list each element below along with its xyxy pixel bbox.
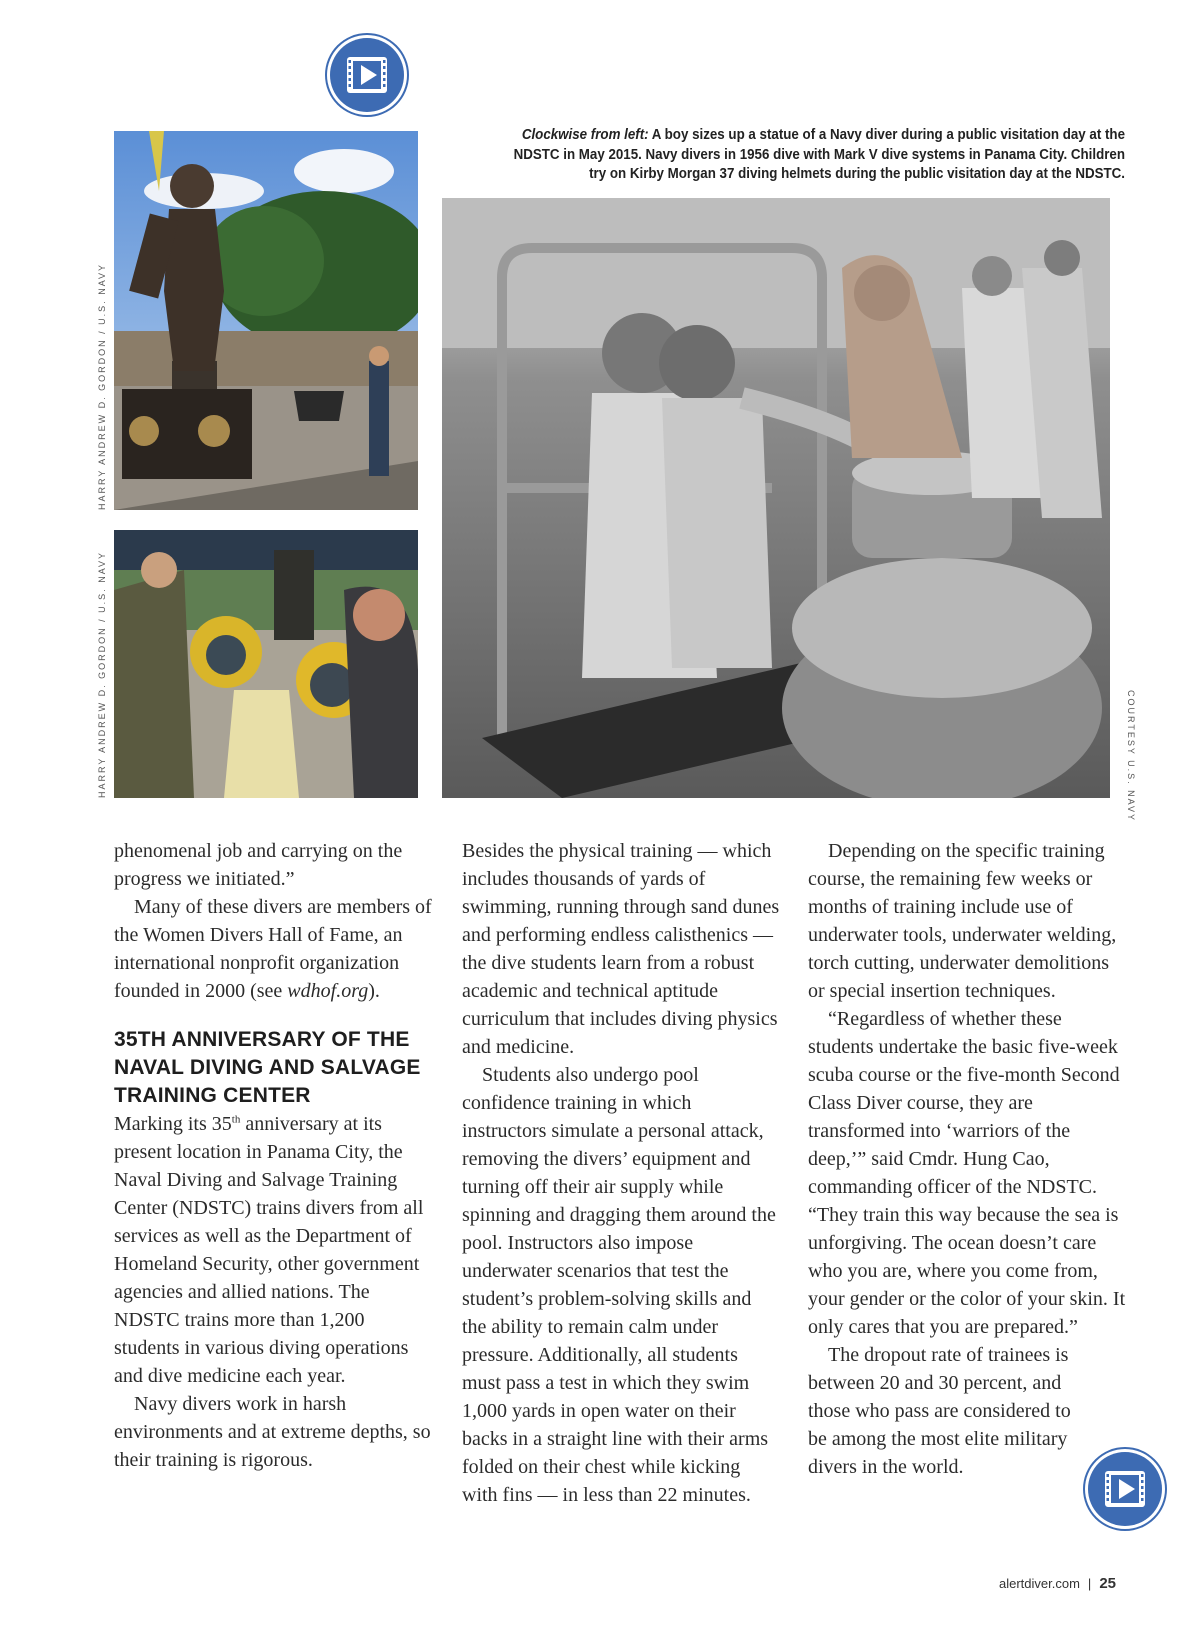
video-play-button-bottom[interactable] bbox=[1088, 1452, 1162, 1526]
column3-paragraph-1: Depending on the specific training course, the remaining few weeks or months of training include use of underwater tools, underwater welding, torch cutting, underwater demolitions or special insertion techniques. bbox=[808, 840, 1117, 1002]
helmets-photo-credit: HARRY ANDREW D. GORDON / U.S. NAVY bbox=[97, 550, 107, 798]
divers-1956-photo bbox=[442, 198, 1110, 798]
column1-paragraph-3-text: anniversary at its present location in Panama City, the Naval Diving and Salvage Training Center (NDSTC) trains divers from all services as well as the Department of Homeland Security, other government agencies and allied nations. The NDSTC trains more than 1,200 students in various diving operations and dive medicine each year. bbox=[114, 1113, 424, 1387]
column1-paragraph-2 bbox=[114, 893, 434, 1005]
section-heading: 35TH ANNIVERSARY OF THE NAVAL DIVING AND SALVAGE TRAINING CENTER bbox=[114, 1028, 421, 1107]
caption-text: A boy sizes up a statue of a Navy diver during a public visitation day at the NDSTC in May 2015. Navy divers in 1956 dive with Mark V dive systems in Panama City. Children try on Kirby Morgan 37 diving helmets during the public visitation day at the NDSTC. bbox=[513, 127, 1125, 182]
page-number: 25 bbox=[1099, 1575, 1116, 1592]
photo-caption bbox=[499, 126, 1125, 185]
video-play-button-top[interactable] bbox=[330, 38, 404, 112]
statue-photo bbox=[114, 131, 418, 510]
column2-paragraph-2: Students also undergo pool confidence training in which instructors simulate a personal attack, removing the divers’ equipment and turning off their air supply while spinning and dragging them around the pool. Instructors also impose underwater scenarios that test the student’s problem-solving skills and the ability to remain calm under pressure. Additionally, all students must pass a test in which they swim 1,000 yards in open water on their backs in a straight line with their arms folded on their chest while kicking with fins — in less than 22 minutes. bbox=[462, 1064, 776, 1506]
video-play-icon bbox=[344, 52, 390, 98]
divers-1956-photo-credit: COURTESY U.S. NAVY bbox=[1126, 690, 1136, 823]
wdhof-link[interactable]: wdhof.org bbox=[287, 980, 369, 1002]
column1-paragraph-3 bbox=[114, 1110, 434, 1390]
column3-paragraph-2: “Regardless of whether these students undertake the basic five-week scuba course or the five-month Second Class Diver course, they are transformed into ‘warriors of the deep,’” said Cmdr. Hung Cao, commanding officer of the NDSTC. “They train this way because the sea is unforgiving. The ocean doesn’t care who you are, where you come from, your gender or the color of your skin. It only cares that you are prepared.” bbox=[808, 1008, 1126, 1338]
column2-paragraph-1: Besides the physical training — which includes thousands of yards of swimming, running through sand dunes and performing endless calisthenics — the dive students learn from a robust academic and technical aptitude curriculum that includes diving physics and medicine. bbox=[462, 840, 780, 1058]
page-footer bbox=[999, 1575, 1116, 1592]
caption-lead: Clockwise from left: bbox=[521, 127, 649, 143]
text-column-1 bbox=[114, 837, 434, 1474]
column3-paragraph-3: The dropout rate of trainees is between 20 and 30 percent, and those who pass are considered to be among the most elite military divers in the world. bbox=[808, 1344, 1071, 1478]
footer-separator: | bbox=[1087, 1576, 1092, 1591]
video-play-icon bbox=[1102, 1466, 1148, 1512]
helmets-photo bbox=[114, 530, 418, 798]
text-column-2 bbox=[462, 837, 780, 1509]
text-column-3 bbox=[808, 837, 1128, 1481]
column1-paragraph-3-start: Marking its 35 bbox=[114, 1113, 232, 1135]
superscript-th: th bbox=[231, 1113, 241, 1126]
footer-site[interactable]: alertdiver.com bbox=[999, 1576, 1080, 1591]
statue-photo-credit: HARRY ANDREW D. GORDON / U.S. NAVY bbox=[97, 262, 107, 510]
column1-paragraph-1: phenomenal job and carrying on the progress we initiated.” bbox=[114, 840, 403, 890]
column1-paragraph-2-text: Many of these divers are members of the Women Divers Hall of Fame, an international nonprofit organization founded in 2000 (see bbox=[114, 896, 432, 1002]
column1-paragraph-2-end: ). bbox=[368, 980, 380, 1002]
column1-paragraph-4: Navy divers work in harsh environments and at extreme depths, so their training is rigorous. bbox=[114, 1393, 431, 1471]
